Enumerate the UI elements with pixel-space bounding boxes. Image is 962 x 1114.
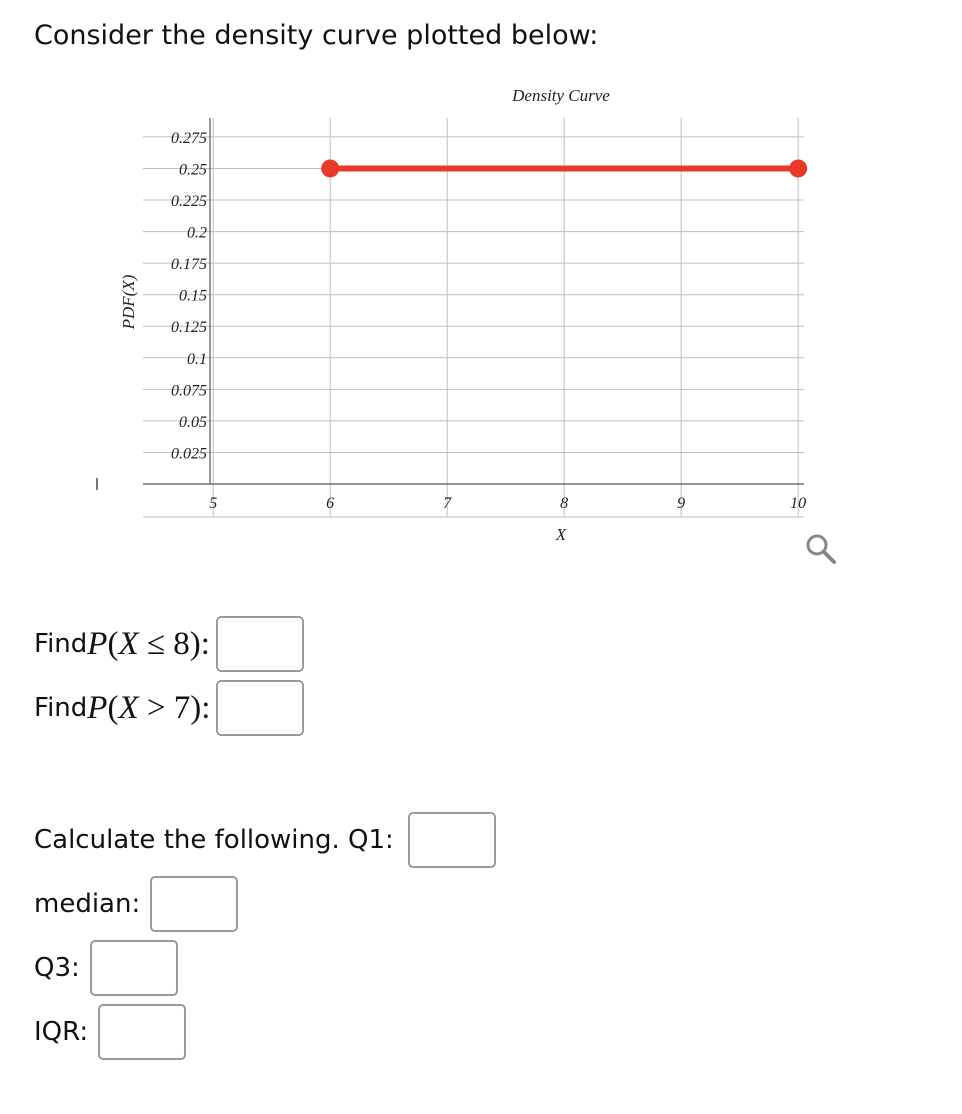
x-tick-label-1: 6 [326,495,335,512]
y-tick-labels [171,130,207,463]
question-p-le-8 [34,616,304,672]
question-p-gt-7 [34,680,304,736]
y-tick-label-2: 0.075 [171,382,207,400]
x-tick-label-5: 10 [790,495,807,512]
y-tick-label-7: 0.2 [187,224,207,242]
x-axis-label: X [555,525,567,544]
magnifier-icon[interactable] [804,532,838,566]
x-tick-label-2: 7 [443,495,452,512]
y-tick-label-0: 0.025 [171,445,207,463]
y-tick-label-8: 0.225 [171,193,207,211]
data-point-0-0 [321,159,339,177]
x-tick-labels [209,495,806,512]
y-tick-label-6: 0.175 [171,256,207,274]
median-input[interactable] [150,876,238,932]
median-label: median: [34,889,141,919]
question-prompt: Consider the density curve plotted below: [34,20,599,51]
q3-row [34,940,178,996]
median-row [34,876,238,932]
question-1-expression: P(X ≤ 8): [87,625,210,662]
data-point-0-1 [789,159,807,177]
calc-intro-label: Calculate the following. Q1: [34,825,394,855]
question-2-prefix: Find [34,693,88,723]
q1-input[interactable] [408,812,496,868]
y-tick-label-1: 0.05 [179,413,207,431]
answer-p-le-8-input[interactable] [216,616,304,672]
q3-input[interactable] [90,940,178,996]
q3-label: Q3: [34,953,80,983]
y-tick-label-9: 0.25 [179,161,207,179]
vertical-gridlines [213,118,798,517]
question-2-expression: P(X > 7): [87,689,211,726]
x-tick-label-4: 9 [677,495,686,512]
question-1-prefix: Find [34,629,88,659]
x-tick-label-0: 5 [209,495,218,512]
answer-p-gt-7-input[interactable] [216,680,304,736]
x-tick-label-3: 8 [560,495,569,512]
calc-q1-row [34,812,496,868]
y-tick-label-10: 0.275 [171,129,207,147]
horizontal-gridlines [143,137,804,453]
y-tick-label-4: 0.125 [171,319,207,337]
y-tick-label-3: 0.1 [187,350,207,368]
iqr-input[interactable] [98,1004,186,1060]
chart-title: Density Curve [512,86,610,105]
y-axis-label: PDF(X) [119,274,138,330]
y-tick-label-5: 0.15 [179,287,207,305]
iqr-label: IQR: [34,1017,89,1047]
iqr-row [34,1004,186,1060]
